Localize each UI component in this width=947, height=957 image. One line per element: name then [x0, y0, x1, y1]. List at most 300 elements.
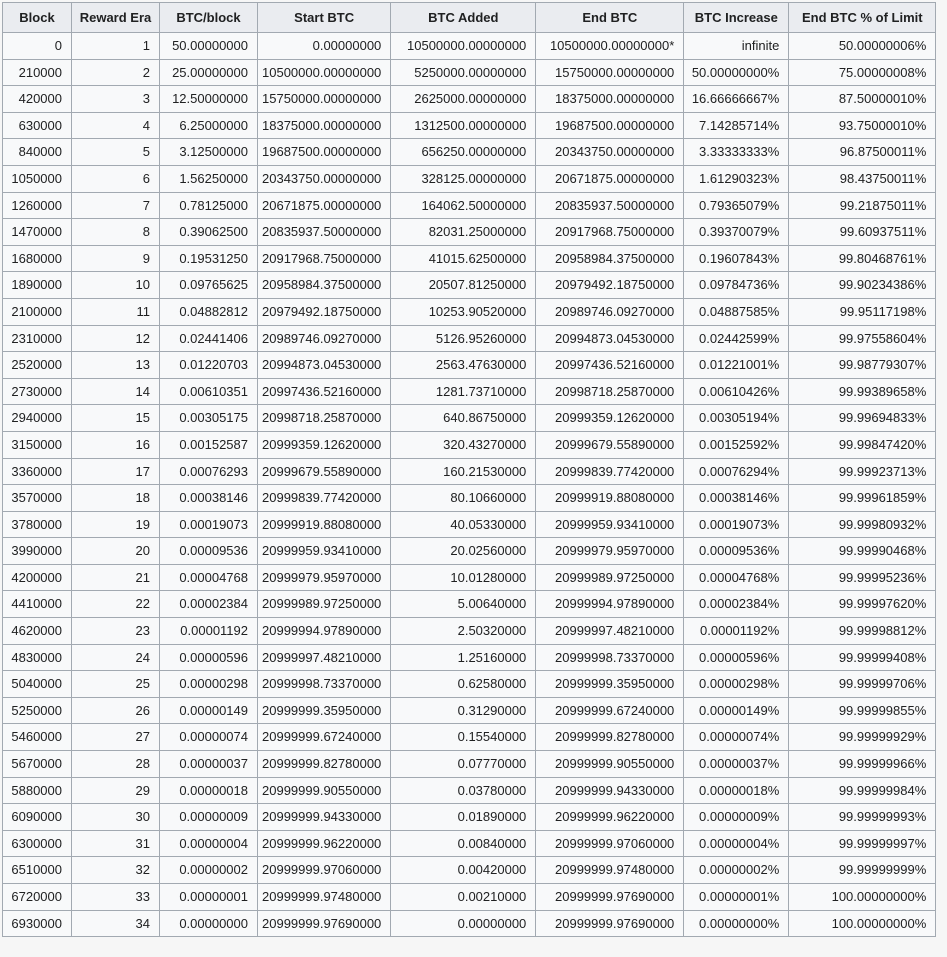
cell: 0.00420000	[391, 857, 536, 884]
cell: 164062.50000000	[391, 192, 536, 219]
column-header: End BTC	[536, 3, 684, 33]
cell: 11	[72, 298, 160, 325]
table-row	[3, 910, 936, 937]
cell: 20999998.73370000	[258, 671, 391, 698]
table-row	[3, 272, 936, 299]
cell: 6.25000000	[160, 112, 258, 139]
cell: 99.99999993%	[789, 804, 936, 831]
cell: 34	[72, 910, 160, 937]
cell: 20999994.97890000	[258, 618, 391, 645]
cell: 99.99999984%	[789, 777, 936, 804]
cell: 20507.81250000	[391, 272, 536, 299]
cell: 210000	[3, 59, 72, 86]
cell: 99.99999929%	[789, 724, 936, 751]
cell: 0.00038146%	[684, 485, 789, 512]
table-row	[3, 86, 936, 113]
column-header: BTC Increase	[684, 3, 789, 33]
cell: 28	[72, 751, 160, 778]
cell: 0.00000298%	[684, 671, 789, 698]
cell: 0.00009536%	[684, 538, 789, 565]
cell: 99.99999408%	[789, 644, 936, 671]
cell: 99.99923713%	[789, 458, 936, 485]
cell: 0.39370079%	[684, 219, 789, 246]
cell: 32	[72, 857, 160, 884]
cell: 10253.90520000	[391, 298, 536, 325]
cell: 20343750.00000000	[536, 139, 684, 166]
cell: 99.90234386%	[789, 272, 936, 299]
cell: 20999919.88080000	[536, 485, 684, 512]
table-row	[3, 884, 936, 911]
cell: 99.99990468%	[789, 538, 936, 565]
cell: 1050000	[3, 165, 72, 192]
cell: 1	[72, 33, 160, 60]
table-row	[3, 192, 936, 219]
cell: 0.00001192%	[684, 618, 789, 645]
table-row	[3, 538, 936, 565]
cell: 20999679.55890000	[536, 431, 684, 458]
cell: 19687500.00000000	[536, 112, 684, 139]
table-row	[3, 405, 936, 432]
cell: 2100000	[3, 298, 72, 325]
cell: 20999999.97690000	[536, 910, 684, 937]
cell: 3780000	[3, 511, 72, 538]
cell: 20998718.25870000	[536, 378, 684, 405]
cell: 24	[72, 644, 160, 671]
cell: 99.99999997%	[789, 830, 936, 857]
cell: 20999999.94330000	[258, 804, 391, 831]
cell: 0.00000000	[160, 910, 258, 937]
cell: 13	[72, 352, 160, 379]
cell: 18	[72, 485, 160, 512]
cell: 15750000.00000000	[258, 86, 391, 113]
table-row	[3, 751, 936, 778]
cell: 99.60937511%	[789, 219, 936, 246]
cell: 4620000	[3, 618, 72, 645]
cell: 0.00000000%	[684, 910, 789, 937]
cell: 99.99999855%	[789, 697, 936, 724]
cell: 0.00000074	[160, 724, 258, 751]
cell: 0.00002384	[160, 591, 258, 618]
table-row	[3, 298, 936, 325]
cell: 0.00000149	[160, 697, 258, 724]
cell: 0.79365079%	[684, 192, 789, 219]
cell: 20989746.09270000	[536, 298, 684, 325]
cell: 20997436.52160000	[536, 352, 684, 379]
cell: 20671875.00000000	[258, 192, 391, 219]
column-header: End BTC % of Limit	[789, 3, 936, 33]
cell: 5.00640000	[391, 591, 536, 618]
cell: 10500000.00000000*	[536, 33, 684, 60]
cell: 99.99999999%	[789, 857, 936, 884]
cell: 5670000	[3, 751, 72, 778]
cell: 1281.73710000	[391, 378, 536, 405]
cell: 10	[72, 272, 160, 299]
cell: infinite	[684, 33, 789, 60]
cell: 20999979.95970000	[258, 564, 391, 591]
cell: 0.00000037%	[684, 751, 789, 778]
cell: 0.31290000	[391, 697, 536, 724]
cell: 99.99998812%	[789, 618, 936, 645]
table-row	[3, 245, 936, 272]
cell: 6930000	[3, 910, 72, 937]
cell: 20999839.77420000	[536, 458, 684, 485]
cell: 0.00019073%	[684, 511, 789, 538]
cell: 20671875.00000000	[536, 165, 684, 192]
cell: 3.12500000	[160, 139, 258, 166]
cell: 2.50320000	[391, 618, 536, 645]
cell: 20999999.35950000	[536, 671, 684, 698]
cell: 10500000.00000000	[258, 59, 391, 86]
cell: 20	[72, 538, 160, 565]
table-row	[3, 378, 936, 405]
cell: 30	[72, 804, 160, 831]
cell: 16	[72, 431, 160, 458]
cell: 99.99961859%	[789, 485, 936, 512]
cell: 0.01221001%	[684, 352, 789, 379]
cell: 3570000	[3, 485, 72, 512]
cell: 160.21530000	[391, 458, 536, 485]
cell: 20999839.77420000	[258, 485, 391, 512]
table-header	[3, 3, 936, 33]
cell: 6	[72, 165, 160, 192]
cell: 0.00000074%	[684, 724, 789, 751]
cell: 0.00038146	[160, 485, 258, 512]
cell: 1.61290323%	[684, 165, 789, 192]
cell: 20999997.48210000	[536, 618, 684, 645]
cell: 16.66666667%	[684, 86, 789, 113]
cell: 20999359.12620000	[258, 431, 391, 458]
cell: 20999998.73370000	[536, 644, 684, 671]
cell: 1.25160000	[391, 644, 536, 671]
cell: 93.75000010%	[789, 112, 936, 139]
cell: 20999999.97060000	[536, 830, 684, 857]
table-row	[3, 511, 936, 538]
cell: 20999999.97060000	[258, 857, 391, 884]
cell: 0.00000018%	[684, 777, 789, 804]
cell: 20999989.97250000	[258, 591, 391, 618]
column-header: Start BTC	[258, 3, 391, 33]
cell: 17	[72, 458, 160, 485]
cell: 99.98779307%	[789, 352, 936, 379]
cell: 4	[72, 112, 160, 139]
cell: 0.00000002%	[684, 857, 789, 884]
cell: 20999959.93410000	[536, 511, 684, 538]
cell: 99.99999966%	[789, 751, 936, 778]
cell: 99.99997620%	[789, 591, 936, 618]
column-header: Reward Era	[72, 3, 160, 33]
cell: 0.00000001	[160, 884, 258, 911]
cell: 0.00002384%	[684, 591, 789, 618]
cell: 0.00610426%	[684, 378, 789, 405]
cell: 20958984.37500000	[536, 245, 684, 272]
cell: 0.00000149%	[684, 697, 789, 724]
cell: 10500000.00000000	[391, 33, 536, 60]
cell: 20989746.09270000	[258, 325, 391, 352]
cell: 0.62580000	[391, 671, 536, 698]
cell: 26	[72, 697, 160, 724]
cell: 0.00000002	[160, 857, 258, 884]
cell: 1260000	[3, 192, 72, 219]
cell: 15750000.00000000	[536, 59, 684, 86]
cell: 99.99847420%	[789, 431, 936, 458]
cell: 2520000	[3, 352, 72, 379]
cell: 4410000	[3, 591, 72, 618]
cell: 0.00000009%	[684, 804, 789, 831]
cell: 19	[72, 511, 160, 538]
cell: 0.00076294%	[684, 458, 789, 485]
table-row	[3, 644, 936, 671]
table-row	[3, 697, 936, 724]
cell: 20999679.55890000	[258, 458, 391, 485]
cell: 5460000	[3, 724, 72, 751]
cell: 0.04882812	[160, 298, 258, 325]
cell: 6510000	[3, 857, 72, 884]
cell: 0.09784736%	[684, 272, 789, 299]
cell: 23	[72, 618, 160, 645]
table-row	[3, 458, 936, 485]
cell: 33	[72, 884, 160, 911]
cell: 9	[72, 245, 160, 272]
cell: 0.07770000	[391, 751, 536, 778]
cell: 2	[72, 59, 160, 86]
cell: 99.95117198%	[789, 298, 936, 325]
cell: 20835937.50000000	[536, 192, 684, 219]
cell: 0.00152592%	[684, 431, 789, 458]
cell: 4200000	[3, 564, 72, 591]
cell: 20994873.04530000	[258, 352, 391, 379]
cell: 0.19531250	[160, 245, 258, 272]
cell: 82031.25000000	[391, 219, 536, 246]
cell: 1312500.00000000	[391, 112, 536, 139]
cell: 3990000	[3, 538, 72, 565]
cell: 20999994.97890000	[536, 591, 684, 618]
controlled-supply-table	[2, 2, 936, 937]
cell: 20999989.97250000	[536, 564, 684, 591]
cell: 0.00000037	[160, 751, 258, 778]
cell: 2940000	[3, 405, 72, 432]
cell: 0.19607843%	[684, 245, 789, 272]
cell: 12.50000000	[160, 86, 258, 113]
table-body	[3, 33, 936, 937]
cell: 20917968.75000000	[536, 219, 684, 246]
cell: 6300000	[3, 830, 72, 857]
cell: 2310000	[3, 325, 72, 352]
cell: 20999999.35950000	[258, 697, 391, 724]
cell: 3	[72, 86, 160, 113]
cell: 22	[72, 591, 160, 618]
cell: 3360000	[3, 458, 72, 485]
cell: 840000	[3, 139, 72, 166]
cell: 0.00305175	[160, 405, 258, 432]
cell: 100.00000000%	[789, 910, 936, 937]
cell: 0.00004768	[160, 564, 258, 591]
cell: 20999999.67240000	[536, 697, 684, 724]
cell: 20999999.97690000	[258, 910, 391, 937]
cell: 1890000	[3, 272, 72, 299]
cell: 20999999.82780000	[536, 724, 684, 751]
cell: 0.00000001%	[684, 884, 789, 911]
cell: 96.87500011%	[789, 139, 936, 166]
cell: 3.33333333%	[684, 139, 789, 166]
table-row	[3, 671, 936, 698]
cell: 0.00210000	[391, 884, 536, 911]
cell: 99.99389658%	[789, 378, 936, 405]
cell: 6090000	[3, 804, 72, 831]
table-row	[3, 857, 936, 884]
cell: 0.00000000	[258, 33, 391, 60]
cell: 0.01220703	[160, 352, 258, 379]
cell: 27	[72, 724, 160, 751]
cell: 7	[72, 192, 160, 219]
cell: 2625000.00000000	[391, 86, 536, 113]
cell: 20979492.18750000	[258, 298, 391, 325]
cell: 0.00000596%	[684, 644, 789, 671]
cell: 29	[72, 777, 160, 804]
table-row	[3, 325, 936, 352]
cell: 5250000.00000000	[391, 59, 536, 86]
cell: 20999999.96220000	[536, 804, 684, 831]
cell: 87.50000010%	[789, 86, 936, 113]
cell: 98.43750011%	[789, 165, 936, 192]
table-row	[3, 219, 936, 246]
cell: 0.00000004%	[684, 830, 789, 857]
cell: 21	[72, 564, 160, 591]
cell: 2563.47630000	[391, 352, 536, 379]
cell: 15	[72, 405, 160, 432]
cell: 5	[72, 139, 160, 166]
cell: 0.01890000	[391, 804, 536, 831]
table-row	[3, 33, 936, 60]
cell: 20999999.97690000	[536, 884, 684, 911]
cell: 0.00000009	[160, 804, 258, 831]
cell: 12	[72, 325, 160, 352]
cell: 50.00000000	[160, 33, 258, 60]
cell: 7.14285714%	[684, 112, 789, 139]
cell: 20994873.04530000	[536, 325, 684, 352]
cell: 99.99995236%	[789, 564, 936, 591]
cell: 18375000.00000000	[536, 86, 684, 113]
cell: 50.00000006%	[789, 33, 936, 60]
cell: 20835937.50000000	[258, 219, 391, 246]
table-row	[3, 564, 936, 591]
cell: 20997436.52160000	[258, 378, 391, 405]
cell: 5880000	[3, 777, 72, 804]
cell: 1470000	[3, 219, 72, 246]
cell: 0.78125000	[160, 192, 258, 219]
cell: 2730000	[3, 378, 72, 405]
cell: 1.56250000	[160, 165, 258, 192]
cell: 75.00000008%	[789, 59, 936, 86]
table-row	[3, 485, 936, 512]
cell: 20999959.93410000	[258, 538, 391, 565]
cell: 20979492.18750000	[536, 272, 684, 299]
cell: 20999999.96220000	[258, 830, 391, 857]
cell: 0.00004768%	[684, 564, 789, 591]
cell: 0.00305194%	[684, 405, 789, 432]
cell: 99.97558604%	[789, 325, 936, 352]
cell: 14	[72, 378, 160, 405]
cell: 100.00000000%	[789, 884, 936, 911]
table-row	[3, 139, 936, 166]
cell: 0.00152587	[160, 431, 258, 458]
table-row	[3, 618, 936, 645]
cell: 99.80468761%	[789, 245, 936, 272]
cell: 31	[72, 830, 160, 857]
cell: 18375000.00000000	[258, 112, 391, 139]
cell: 0	[3, 33, 72, 60]
cell: 19687500.00000000	[258, 139, 391, 166]
cell: 0.09765625	[160, 272, 258, 299]
table-row	[3, 431, 936, 458]
cell: 5250000	[3, 697, 72, 724]
cell: 20999919.88080000	[258, 511, 391, 538]
cell: 0.00000000	[391, 910, 536, 937]
cell: 20999999.90550000	[536, 751, 684, 778]
cell: 328125.00000000	[391, 165, 536, 192]
column-header: BTC/block	[160, 3, 258, 33]
table-row	[3, 830, 936, 857]
cell: 40.05330000	[391, 511, 536, 538]
cell: 4830000	[3, 644, 72, 671]
cell: 20958984.37500000	[258, 272, 391, 299]
cell: 20999359.12620000	[536, 405, 684, 432]
cell: 420000	[3, 86, 72, 113]
cell: 5040000	[3, 671, 72, 698]
cell: 0.02442599%	[684, 325, 789, 352]
cell: 0.00000018	[160, 777, 258, 804]
cell: 0.00001192	[160, 618, 258, 645]
cell: 656250.00000000	[391, 139, 536, 166]
cell: 20.02560000	[391, 538, 536, 565]
cell: 0.00009536	[160, 538, 258, 565]
table-row	[3, 777, 936, 804]
cell: 630000	[3, 112, 72, 139]
cell: 50.00000000%	[684, 59, 789, 86]
cell: 25.00000000	[160, 59, 258, 86]
table-row	[3, 352, 936, 379]
table-row	[3, 724, 936, 751]
cell: 99.99980932%	[789, 511, 936, 538]
cell: 99.99694833%	[789, 405, 936, 432]
cell: 20999979.95970000	[536, 538, 684, 565]
cell: 10.01280000	[391, 564, 536, 591]
cell: 0.00610351	[160, 378, 258, 405]
cell: 80.10660000	[391, 485, 536, 512]
cell: 0.15540000	[391, 724, 536, 751]
cell: 0.00076293	[160, 458, 258, 485]
cell: 20999999.94330000	[536, 777, 684, 804]
cell: 320.43270000	[391, 431, 536, 458]
table-row	[3, 112, 936, 139]
cell: 20917968.75000000	[258, 245, 391, 272]
cell: 99.99999706%	[789, 671, 936, 698]
column-header: BTC Added	[391, 3, 536, 33]
cell: 3150000	[3, 431, 72, 458]
cell: 41015.62500000	[391, 245, 536, 272]
cell: 0.03780000	[391, 777, 536, 804]
cell: 8	[72, 219, 160, 246]
cell: 20999999.90550000	[258, 777, 391, 804]
cell: 20999999.67240000	[258, 724, 391, 751]
cell: 20343750.00000000	[258, 165, 391, 192]
cell: 0.00000004	[160, 830, 258, 857]
cell: 5126.95260000	[391, 325, 536, 352]
cell: 0.00019073	[160, 511, 258, 538]
cell: 20999997.48210000	[258, 644, 391, 671]
cell: 0.04887585%	[684, 298, 789, 325]
cell: 99.21875011%	[789, 192, 936, 219]
header-row	[3, 3, 936, 33]
